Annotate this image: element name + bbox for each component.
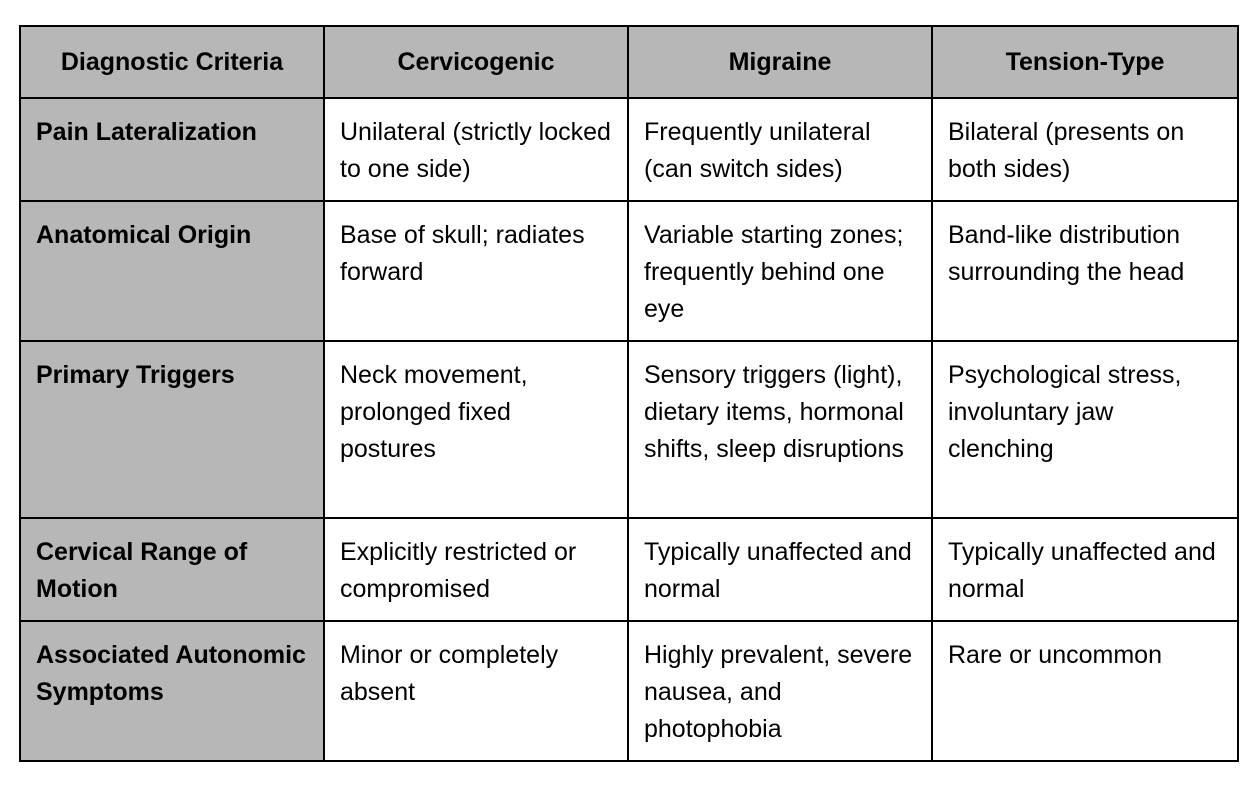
table-row — [20, 621, 1238, 761]
table-row — [20, 518, 1238, 621]
cell-tension-type: Bilateral (presents on both sides) — [932, 98, 1238, 201]
headache-comparison-table — [19, 25, 1239, 762]
table-row — [20, 98, 1238, 201]
row-label-pain-lateralization: Pain Lateralization — [20, 98, 324, 201]
cell-migraine: Frequently unilateral (can switch sides) — [628, 98, 932, 201]
cell-tension-type: Rare or uncommon — [932, 621, 1238, 761]
cell-cervicogenic: Base of skull; radiates forward — [324, 201, 628, 341]
cell-migraine: Sensory triggers (light), dietary items, hormonal shifts, sleep disruptions — [628, 341, 932, 518]
row-label-anatomical-origin: Anatomical Origin — [20, 201, 324, 341]
header-row — [20, 26, 1238, 98]
comparison-table-container — [19, 25, 1237, 762]
cell-cervicogenic: Neck movement, prolonged fixed postures — [324, 341, 628, 518]
row-label-primary-triggers: Primary Triggers — [20, 341, 324, 518]
header-diagnostic-criteria: Diagnostic Criteria — [20, 26, 324, 98]
header-tension-type: Tension-Type — [932, 26, 1238, 98]
cell-tension-type: Band-like distribution surrounding the head — [932, 201, 1238, 341]
cell-tension-type: Typically unaffected and normal — [932, 518, 1238, 621]
row-label-cervical-range-of-motion: Cervical Range of Motion — [20, 518, 324, 621]
cell-cervicogenic: Explicitly restricted or compromised — [324, 518, 628, 621]
table-row — [20, 201, 1238, 341]
cell-cervicogenic: Minor or completely absent — [324, 621, 628, 761]
cell-cervicogenic: Unilateral (strictly locked to one side) — [324, 98, 628, 201]
cell-migraine: Typically unaffected and normal — [628, 518, 932, 621]
cell-migraine: Variable starting zones; frequently behind one eye — [628, 201, 932, 341]
header-cervicogenic: Cervicogenic — [324, 26, 628, 98]
cell-migraine: Highly prevalent, severe nausea, and photophobia — [628, 621, 932, 761]
header-migraine: Migraine — [628, 26, 932, 98]
table-row — [20, 341, 1238, 518]
row-label-associated-autonomic-symptoms: Associated Autonomic Symptoms — [20, 621, 324, 761]
cell-tension-type: Psychological stress, involuntary jaw clenching — [932, 341, 1238, 518]
